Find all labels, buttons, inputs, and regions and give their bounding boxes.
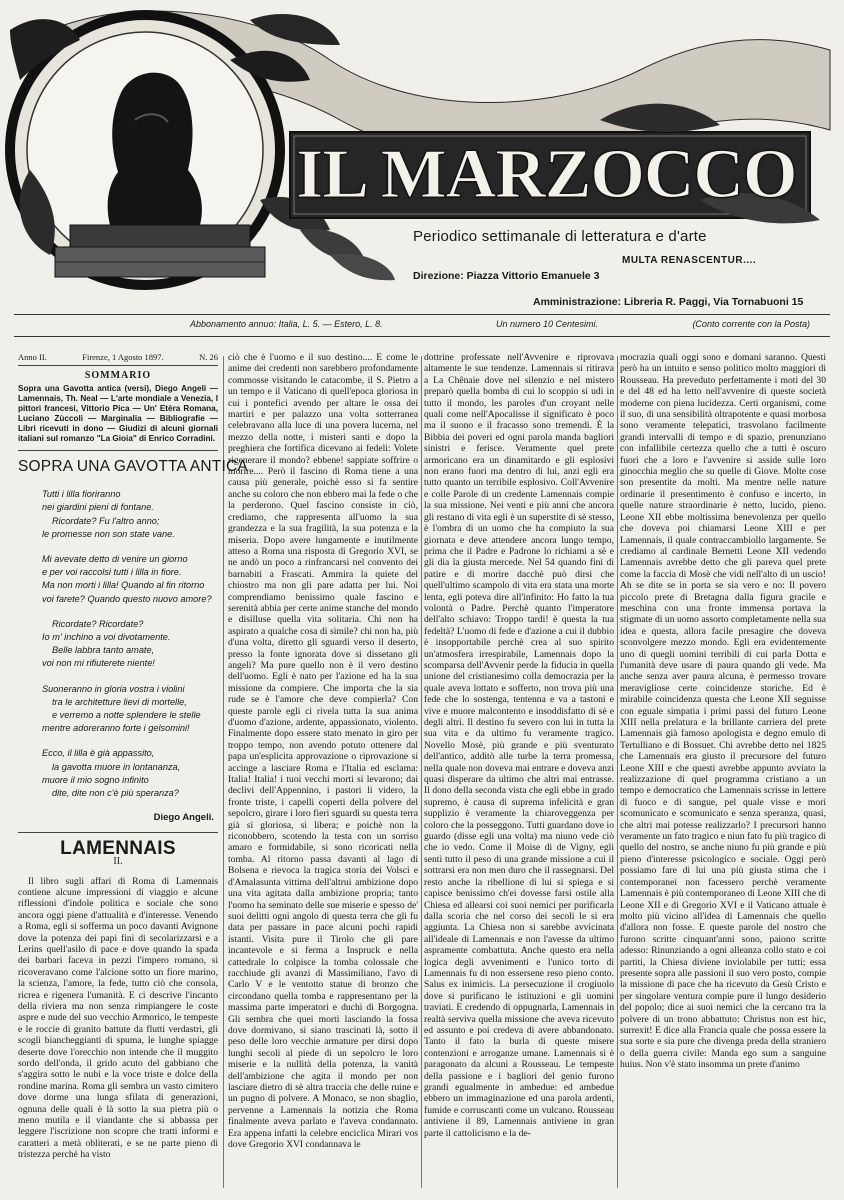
poem-line: Io m' inchino a voi divotamente. xyxy=(42,632,171,643)
column-2 xyxy=(228,352,418,1192)
poem-line: Mi avevate detto di venire un giorno xyxy=(42,554,188,565)
column-3 xyxy=(424,352,614,1192)
poem-line: le promesse non son state vane. xyxy=(42,528,175,539)
column-1 xyxy=(18,352,248,1192)
masthead-rule-bottom xyxy=(14,336,830,337)
newspaper-title: IL MARZOCCO xyxy=(296,136,797,213)
poem-line: voi non mi rifiuterete niente! xyxy=(42,658,155,669)
poem-line: e verremo a notte splendere le stelle xyxy=(52,710,201,721)
column-divider xyxy=(617,356,618,1188)
article-paragraph: Il libro sugli affari di Roma di Lamennais contiene alcune impressioni di viaggio e alcune riflessioni d'indole politica e sociale che sono ancora oggi piene d'attualità e d'interesse. Venendo a Roma, egli si sofferma un poco davanti Avignone dove la potenza dei papi finì di secolarizzarsi e a Lerins quell'asilo di pace e dove quando la spada dei barbari faceva in pezzi l'impero romano, si ricoveravano come l'alcione sotto un fiore marino, la scienza, l'amore, la fede, tutto ciò che consola, ricrea e rigenera l'umanità. E ci descrive l'incanto della riviera ma non senza rimpiangere le coste aspre e nude del suo vecchio Armorico, le tempeste e le roccie di granito battute da flutti verdastri, gli scogli biancheggianti di spuma, le lunghe spiagge deserte dove l'orecchio non intende che il muggito sordo dell'onda, il grido acuto del gabbiano che s'aggira sotto le nubi e la voce triste e dolce della rondine marina. Roma gli sembra un vasto cimitero dove dorme una lunga sfilata di generazioni, ognuna delle quali è là sotto la sua pietra più o meno mutila e il viandante che si abbassa per leggere l'iscrizione non scopre che tratti informi e caratteri a metà obliterati, e se ne parte pieno di tristezza perchè ha visto xyxy=(18,875,218,1161)
section-rule xyxy=(18,832,218,833)
article-part: II. xyxy=(113,856,123,868)
column-4 xyxy=(620,352,826,1192)
issue-place-date: Firenze, 1 Agosto 1897. xyxy=(82,352,164,362)
article-title: LAMENNAIS xyxy=(60,837,176,859)
article-paragraph: dottrine professate nell'Avvenire e riprovava altamente le sue tendenze. Lamennais si ritirava a La Chênaie dove nel silenzio e nel mistero preparò quella bomba di cui lo scoppio si udì in tutto il mondo, les paroles d'un croyant nelle quali come nell'Apocalisse il significato è poco ma il suono e il fracasso sono tremendi. È la Bibbia dei poveri ed ogni parola manda bagliori sinistri e ferisce. Veramente quel prete armoricano era un dinamitardo e gli esplosivi non erano fuori ma dentro di lui, anzi egli era tutto quanto un terribile esplosivo. Coll'Avvenire e colle Parole di un credente Lamennais compie la sua missione. Nei venti e più anni che ancora gli restano di vita egli è un superstite di sè stesso, è l'ombra di un uomo che ha compiuto la sua giornata e deve attendere ancora lungo tempo, prima che il Padre e Padrone lo richiami a sè e gli dia la giusta mercede. Nel 54 quando finì di patire e di morire dacchè può dirsi che quell'ultimo scampolo di vita era stata una morte lenta, egli poteva dire all'infinito: Ho fatto la tua volontà o Padre. Perchè quanto l'imperatore dell'alto schiavo: Troppo tardi! è questa la tua fedeltà? L'uomo di fede e d'azione a cui il dubbio è insopportabile perchè crea al suo spirito un'atmosfera irrespirabile, Lamennais dopo la scomparsa dell'Avvenir perde la fiducia in quella unione del cristianesimo colla democrazia per la quale aveva lottato e sofferto, non trova più una fede che lo sostenga, tentenna e va a tastoni e vive e muore malcontento e insoddisfatto di sè e degli altri. Il destino fu severo con lui in tutta la sua vita e da ultimo fu veramente tragico. Novello Mosè, più grande e più sventurato dell'antico, additò alle turbe la terra promessa, nella quale non doveva mai entrare e doveva anzi quasi disperare da ultimo che altri mai entrasse. Il dono della seconda vista che egli ebbe in grado supremo, è causa di suprema infelicità e gran supplizio è veramente la chiaroveggenza per coloro che la posseggono. Tutti guardano dove io guardo (disse egli una volta) ma niuno vede ciò che io vedo. Come il Moise di de Vigny, egli sentì tutto il peso di una grande missione a cui il sottrarsi era non men duro che il rassegnarsi. Del resto anche la ribellione di lui si spiega e si capisce benissimo ch'ei dovesse farsi ostile alla Chiesa ed allearsi coi suoi nemici per purificarla dalla scoria che nel corso dei secoli le si era aggiunta. La Chiesa non si sarebbe avvicinata all'ideale di Lamennais e non l'avesse da ultimo aspramente combattuta. Anche questo era nella logica degli avvenimenti e l'unico torto di Lamennais fu di non essersene reso pieno conto. Salus ex inimicis. La persecuzione il crogiuolo dove si purificano le istituzioni e gli uomini traviati. E credendo di oppugnarla, Lamennais in realtà serviva quella missione che aveva ricevuto ed assunto e poi credeva di avere abbandonato. Tanto il fato la burla di queste misere contenzioni e arroganze umane. Lamennais si è paragonato da alcuni a Rousseau. Le tempeste della passione e i bagliori del genio furono grandi egualmente in ambedue: ed ambedue ebbero un immaginazione ed una parola ardenti, fumide e corruscanti come un vulcano. Rousseau antiviene il 89, Lamennais antiviene in gran parte il cattolicismo e la de- xyxy=(424,352,614,1139)
price-text: Un numero 10 Centesimi. xyxy=(496,319,599,329)
motto: MULTA RENASCENTUR.... xyxy=(622,255,757,266)
poem-line: dite, dite non c'è più speranza? xyxy=(52,788,179,799)
poem-line: Tutti i lilla fioriranno xyxy=(42,489,121,500)
amministrazione-address: Amministrazione: Libreria R. Paggi, Via Tornabuoni 15 xyxy=(533,296,804,308)
poem-stanza xyxy=(42,618,218,671)
poem-line: mentre adoreranno forte i gelsomini! xyxy=(42,723,190,734)
subscription-row xyxy=(190,319,810,333)
poem-stanza xyxy=(42,488,218,541)
sommario-text: Sopra una Gavotta antica (versi), Diego Angeli — Lamennais, Th. Neal — L'arte mondiale a Venezia, I pittori francesi, Vittorio Pica — Un' Etèra Romana, Luciano Zùccoli — Marginalia — Bibliografie — Libri ricevuti in dono — Giudizi di alcuni giornali italiani sul romanzo "La Gioia" di Enrico Corradini. xyxy=(18,383,218,443)
poem-title: SOPRA UNA GAVOTTA ANTICA xyxy=(18,457,248,475)
sommario-title: SOMMARIO xyxy=(84,370,152,382)
poem-line: Suoneranno in gloria vostra i violini xyxy=(42,683,185,694)
poem-stanza xyxy=(42,747,218,800)
issue-number: N. 26 xyxy=(199,352,218,362)
abbonamento-text: Abbonamento annuo: Italia, L. 5. — Estero, L. 8. xyxy=(190,319,383,329)
poem-line: la gavotta muore in lontananza, xyxy=(52,761,181,772)
postal-account-text: (Conto corrente con la Posta) xyxy=(692,319,810,329)
poem-line: muore il mio sogno infinito xyxy=(42,774,149,785)
poem-line: voi farete? Quando questo nuovo amore? xyxy=(42,593,212,604)
poem-stanza xyxy=(42,683,218,736)
poem-line: Ricordate? Fu l'altro anno; xyxy=(52,515,160,526)
poem-line: Ricordate? Ricordate? xyxy=(52,618,144,629)
section-rule xyxy=(18,450,218,451)
newspaper-subtitle: Periodico settimanale di letteratura e d'arte xyxy=(413,228,707,245)
article-paragraph: ciò che è l'uomo e il suo destino.... E come le anime dei credenti non sarebbero profondamente commosse visitando le catacombe, il S. Pietro a un tempo e il Vaticano di quell'epoca gloriosa in cui i pontefici avendo per altare le ossa dei martiri e per palazzo una volta sotterranea celebravano alla luce di una povera lucerna, nel mezzo della notte, i misteri santi e dopo la preghiera che fortifica dicevano ai fedeli: Volete rigenerare il mondo? ebbene! sappiate soffrire o morire.... Però il fascino di Roma tiene a una causa più generale, poichè esso si fa sentire anche su coloro che non ebbero mai la fede o che la perderono. Quel fascino consiste in ciò, crediamo, che rappresenta all'uomo la sua grandezza e la sua fragilità, la sua potenza e la miseria. Dopo avere lungamente e inutilmente atteso a Roma una risposta di Gregorio XVI, se ne andò un poco a rinfrancarsi nel convento dei barnabiti a Frascati. Ammira la quiete del chiostro ma non gli pare adatta per lui. Noi comprendiamo benissimo quale fascino e serenità abbia per certe anime stanche del mondo e disilluse quella vita solitaria. Chi non ha aspirato a qualche cosa di simile? chi non ha, più d'una volta, diretto gli sguardi verso il deserto, presso la fonte ignorata dove si dissetano gli angeli? Ma pure quello non è il vero destino dell'uomo. Egli è nato per l'azione ed ha la sua missione da compiere. Che importa che la sia rude se è l'amore che deve compierla? Con queste parole egli ci rivela tutta la sua anima d'uomo d'azione, ardente, appassionato, violento. Finalmente dopo essere stato menato in giro per troppo tempo, non avendo potuto ottenere dal papa un'esplicita approvazione o riprovazione si accinge a lasciare Roma e l'Italia ed esclama: Italia! Italia! i tuoi vecchi morti si levarono; dai declivi dell'Appennino, i pastori li videro, la fronte triste, i capelli coperti della polvere del sepolcro, girare i loro fieri sguardi su questa terra già sì gloriosa, sì libera; e poichè non la riconobbero, scotendo la testa con un sorriso amaro e formidabile, si sono ricoricati nella tomba. Al ritorno passa davanti al lago di Bolsena e rievoca la tragica storia dei Volsci e d'Amalasunta vittima dell'altrui ambizione dopo una vita agitata dalla ambizione propria; tanto l'uomo ha seminato delle sue miserie e spesso de' suoi delitti ogni angolo di questa terra che gli fu data per passare in pace alcuni pochi rapidi istanti. Visita pure il Tirolo che gli pare incantevole e si ferma a Inspruck e nella cattedrale lo colpisce la tomba colossale che racchiude gli avanzi di Massimiliano, l'avo di Carlo V e le ventotto statue di bronzo che circondano quella tomba e rappresentano per la massima parte imperatori e duchi di Borgogna. Gli sembra che quei morti lasciando la fossa dove dormivano, si siano trascinati là, sotto il peso delle loro vecchie armature per dirsi dopo lunghi secoli al piede di un sepolcro le loro miserie e la nullità della potenza, la vanità dell'ambizione che agita il mondo per non lasciare dietro di sè altra traccia che delle ruine e un pugno di polvere. A Monaco, se non sbaglio, pervenne a Lamennais la notizia che Roma finalmente aveva parlato e l'aveva condannato. Era appena infatti la celebre enciclica Mirari vos dove Gregorio XVI condannava le xyxy=(228,352,418,1151)
poem-line: tra le architetture lievi di mortelle, xyxy=(52,696,187,707)
poem-line: Belle labbra tanto amate, xyxy=(52,645,155,656)
issue-year: Anno II. xyxy=(18,352,47,362)
column-divider xyxy=(421,356,422,1188)
direzione-address: Direzione: Piazza Vittorio Emanuele 3 xyxy=(413,270,600,282)
poem-line: Ma non morti i lilla! Quando al fin ritorno xyxy=(42,580,205,591)
poem-stanza xyxy=(42,553,218,606)
article-paragraph: mocrazia quali oggi sono e domani saranno. Questi però ha un intuito e senso politico molto maggiori di Rousseau. Ha preveduto perfettamente i moti del 30 e del 48 ed ha letto nell'avvenire di queste società moderne con piena lucidezza. Certi organismi, come il suo, di una sensibilità oltrapotente e quasi morbosa sono veramente telepatici, trasvolano facilmente grandi intervalli di tempo e di spazio, prenunziano con infallibile certezza quello che a tutti è oscuro fuori che a loro e l'avvenire si asside sulle loro ginocchia meglio che su quelle di Giove. Molte cose son presentite da molti. Ma mentre nelle nature ordinarie il presentimento è confuso e incerto, in quelle nature straordinarie è netto, lucido, pieno. Leone XII ebbe moltissima benevolenza per quello che doveva poi chiamarsi Leone XIII e per Lamennais, il quale contraccambiollo largamente. Se crediamo al cardinale Bernetti Leone XII vedendo Lamennais avrebbe detto che gli pareva quel prete come la faccia di Mosè che vidi nell'alto di un uscio! Ah se dite se in porta se sia vero e no: Il povero piccolo prete di Bretagna dalla figura gracile e meschina con una fronte immensa portava la stigmate di un uomo assorto completamente nella sua idea e questa, allora facile presagire che doveva sconvolgere mezzo mondo. Egli era evidentemente uno di quegli uomini terribili di cui parla Dotta e l'umanità deve usare di paura quando gli vede. Ma anche senza aver paura alcuna, è permesso trovare meravigliose certe coincidenze storiche. Ed è mirabile coincidenza questa che Leone XII seguisse con eguale simpatia i primi passi del futuro Leone XIII nella prelatura e la brillante carriera del prete Lamennais già famoso apologista e degno emulo di Tertulliano e di Bossuet. Chi avrebbe detto nel 1825 che Lamennais era giusto il precursore del futuro Leone XIII e che questi avrebbe appunto avviato la realizzazione di quel programma cristiano a un tempo e democratico che Lamennais scrisse in lettere di fuoco e di sangue, pel quale visse e morì scomunicato e scomunicato e senza speranza, quasi, che altri mai potesse realizzarlo? I precursori hanno veramente un fato tragico e niun fato fu più tragico di quello del nostro, se anche niuno fu più grande e più pieno d'interesse psicologico e sociale. Oggi però possiamo fare di lui una più giusta stima che i contemporanei non facessero perchè veramente Lamennais è più contemporaneo di Leone XIII che di Leone XII e di Gregorio XVI e il Vaticano attuale è molto più vicino all'idea di Lamennais che quello d'allora non fosse. E queste parole del nostro che furono scritte cinquant'anni sono, paiono scritte adesso: Rinunziando a ogni alleanza collo stato e coi partiti, la Chiesa diviene inviolabile per tutti; essa presente sopra alle passioni il suo vero posto, compie la missione di pace che ha ricevuto da Gesù Cristo e per singolare ventura compie pure il lungo desiderio del popolo; dice ai suoi nemici che la cercano tra la polvere di un trono abbattuto: Christus non est hic, surrexit! E dice alla Francia quale che possa essere la sua sorte e sia pure che divenga preda della straniero o della guerra civile: Manda ego sum a sanguine huius. Non v'è stato insomma un prete d'animo xyxy=(620,352,826,1071)
column-divider xyxy=(223,356,224,1188)
poem-author: Diego Angeli. xyxy=(153,812,214,824)
issue-line xyxy=(18,352,218,366)
poem-line: nei giardini pieni di fontane. xyxy=(42,502,154,513)
masthead-rule-top xyxy=(14,314,830,315)
poem-line: Ecco, il lilla è già appassito, xyxy=(42,748,155,759)
poem-line: e per voi raccolsi tutti i lilla in fiore. xyxy=(42,567,182,578)
masthead xyxy=(0,0,844,340)
